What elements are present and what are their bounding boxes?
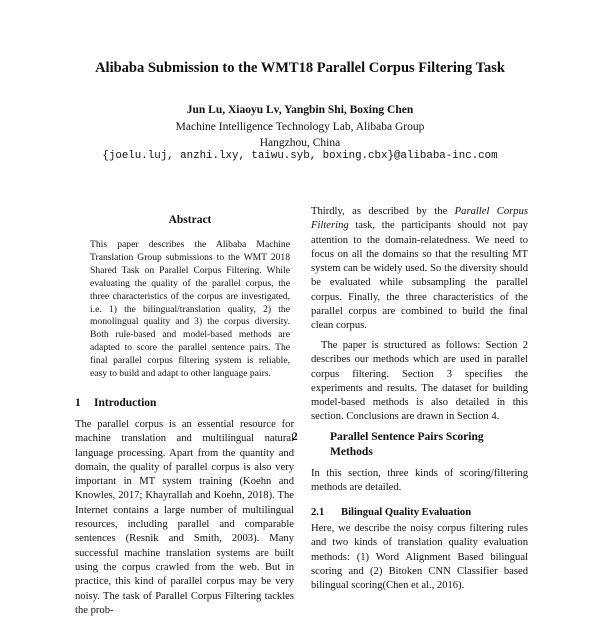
author-emails: {joelu.luj, anzhi.lxy, taiwu.syb, boxing.cbx}@alibaba-inc.com xyxy=(102,150,498,162)
task-name: Parallel Corpus Filtering xyxy=(311,206,528,232)
affiliation: Machine Intelligence Technology Lab, Alibaba Group xyxy=(175,121,425,133)
author-list: Jun Lu, Xiaoyu Lv, Yangbin Shi, Boxing Chen xyxy=(186,104,414,116)
text-run: task, the participants should not pay attention to the domain-relatedness. We need to focus on all the domains so that the resulting MT system can be widely used. So the diversity should be evaluated while subsampling the parallel corpus. Finally, the three characteristics of the parallel corpus are combined to build the final clean corpus. xyxy=(311,220,528,332)
subsection-2-1-heading xyxy=(311,507,471,518)
section-number: 1 xyxy=(75,397,81,409)
paper-title: Alibaba Submission to the WMT18 Parallel Corpus Filtering Task xyxy=(95,60,505,76)
subsection-title: Bilingual Quality Evaluation xyxy=(341,507,472,518)
text-run: Thirdly, as described by the xyxy=(311,206,455,217)
introduction-paragraph: The parallel corpus is an essential resource for machine translation and multilingual natural language processing. Apart from the quantity and domain, the quality of parallel corpus is also very important in MT system training (Koehn and Knowles, 2017; Khayrallah and Koehn, 2018). The Internet contains a large number of multilingual resources, including parallel and comparable sentences (Resnik and Smith, 2003). Many successful machine translation systems are built using the corpus crawled from the web. But in practice, this kind of parallel corpus may be very noisy. The task of Parallel Corpus Filtering tackles the prob- xyxy=(75,419,294,616)
section-number: 2 xyxy=(292,431,298,443)
abstract-heading: Abstract xyxy=(168,214,212,226)
column2-paragraph-2: The paper is structured as follows: Section 2 describes our methods which are used in parallel corpus filtering. Section 3 specifies the experiments and results. The dataset for building model-based methods is also detailed in this section. Conclusions are drawn in Section 4. xyxy=(311,340,528,423)
abstract-text: This paper describes the Alibaba Machine Translation Group submissions to the WMT 2018 Shared Task on Parallel Corpus Filtering. While evaluating the quality of the parallel corpus, the three characteristics of the corpus are investigated, i.e. 1) the bilingual/translation quality, 2) the monolingual quality and 3) the corpus diversity. Both rule-based and model-based methods are adapted to score the parallel sentence pairs. The final parallel corpus filtering system is reliable, easy to build and adapt to other language pairs. xyxy=(90,239,290,380)
subsection-2-1-paragraph: Here, we describe the noisy corpus filtering rules and two kinds of translation quality evaluation methods: (1) Word Alignment Based bilingual scoring and (2) Bitoken CNN Classifier based bilingual scoring(Chen et al., 2016). xyxy=(311,523,528,592)
section-2-paragraph: In this section, three kinds of scoring/filtering methods are detailed. xyxy=(311,468,528,494)
section-1-heading xyxy=(75,397,156,409)
section-title: Introduction xyxy=(94,397,157,409)
section-title: Parallel Sentence Pairs Scoring Methods xyxy=(330,431,484,458)
location: Hangzhou, China xyxy=(259,137,341,149)
subsection-number: 2.1 xyxy=(311,507,325,518)
section-2-heading xyxy=(292,430,528,460)
column2-paragraph-1 xyxy=(311,205,528,334)
